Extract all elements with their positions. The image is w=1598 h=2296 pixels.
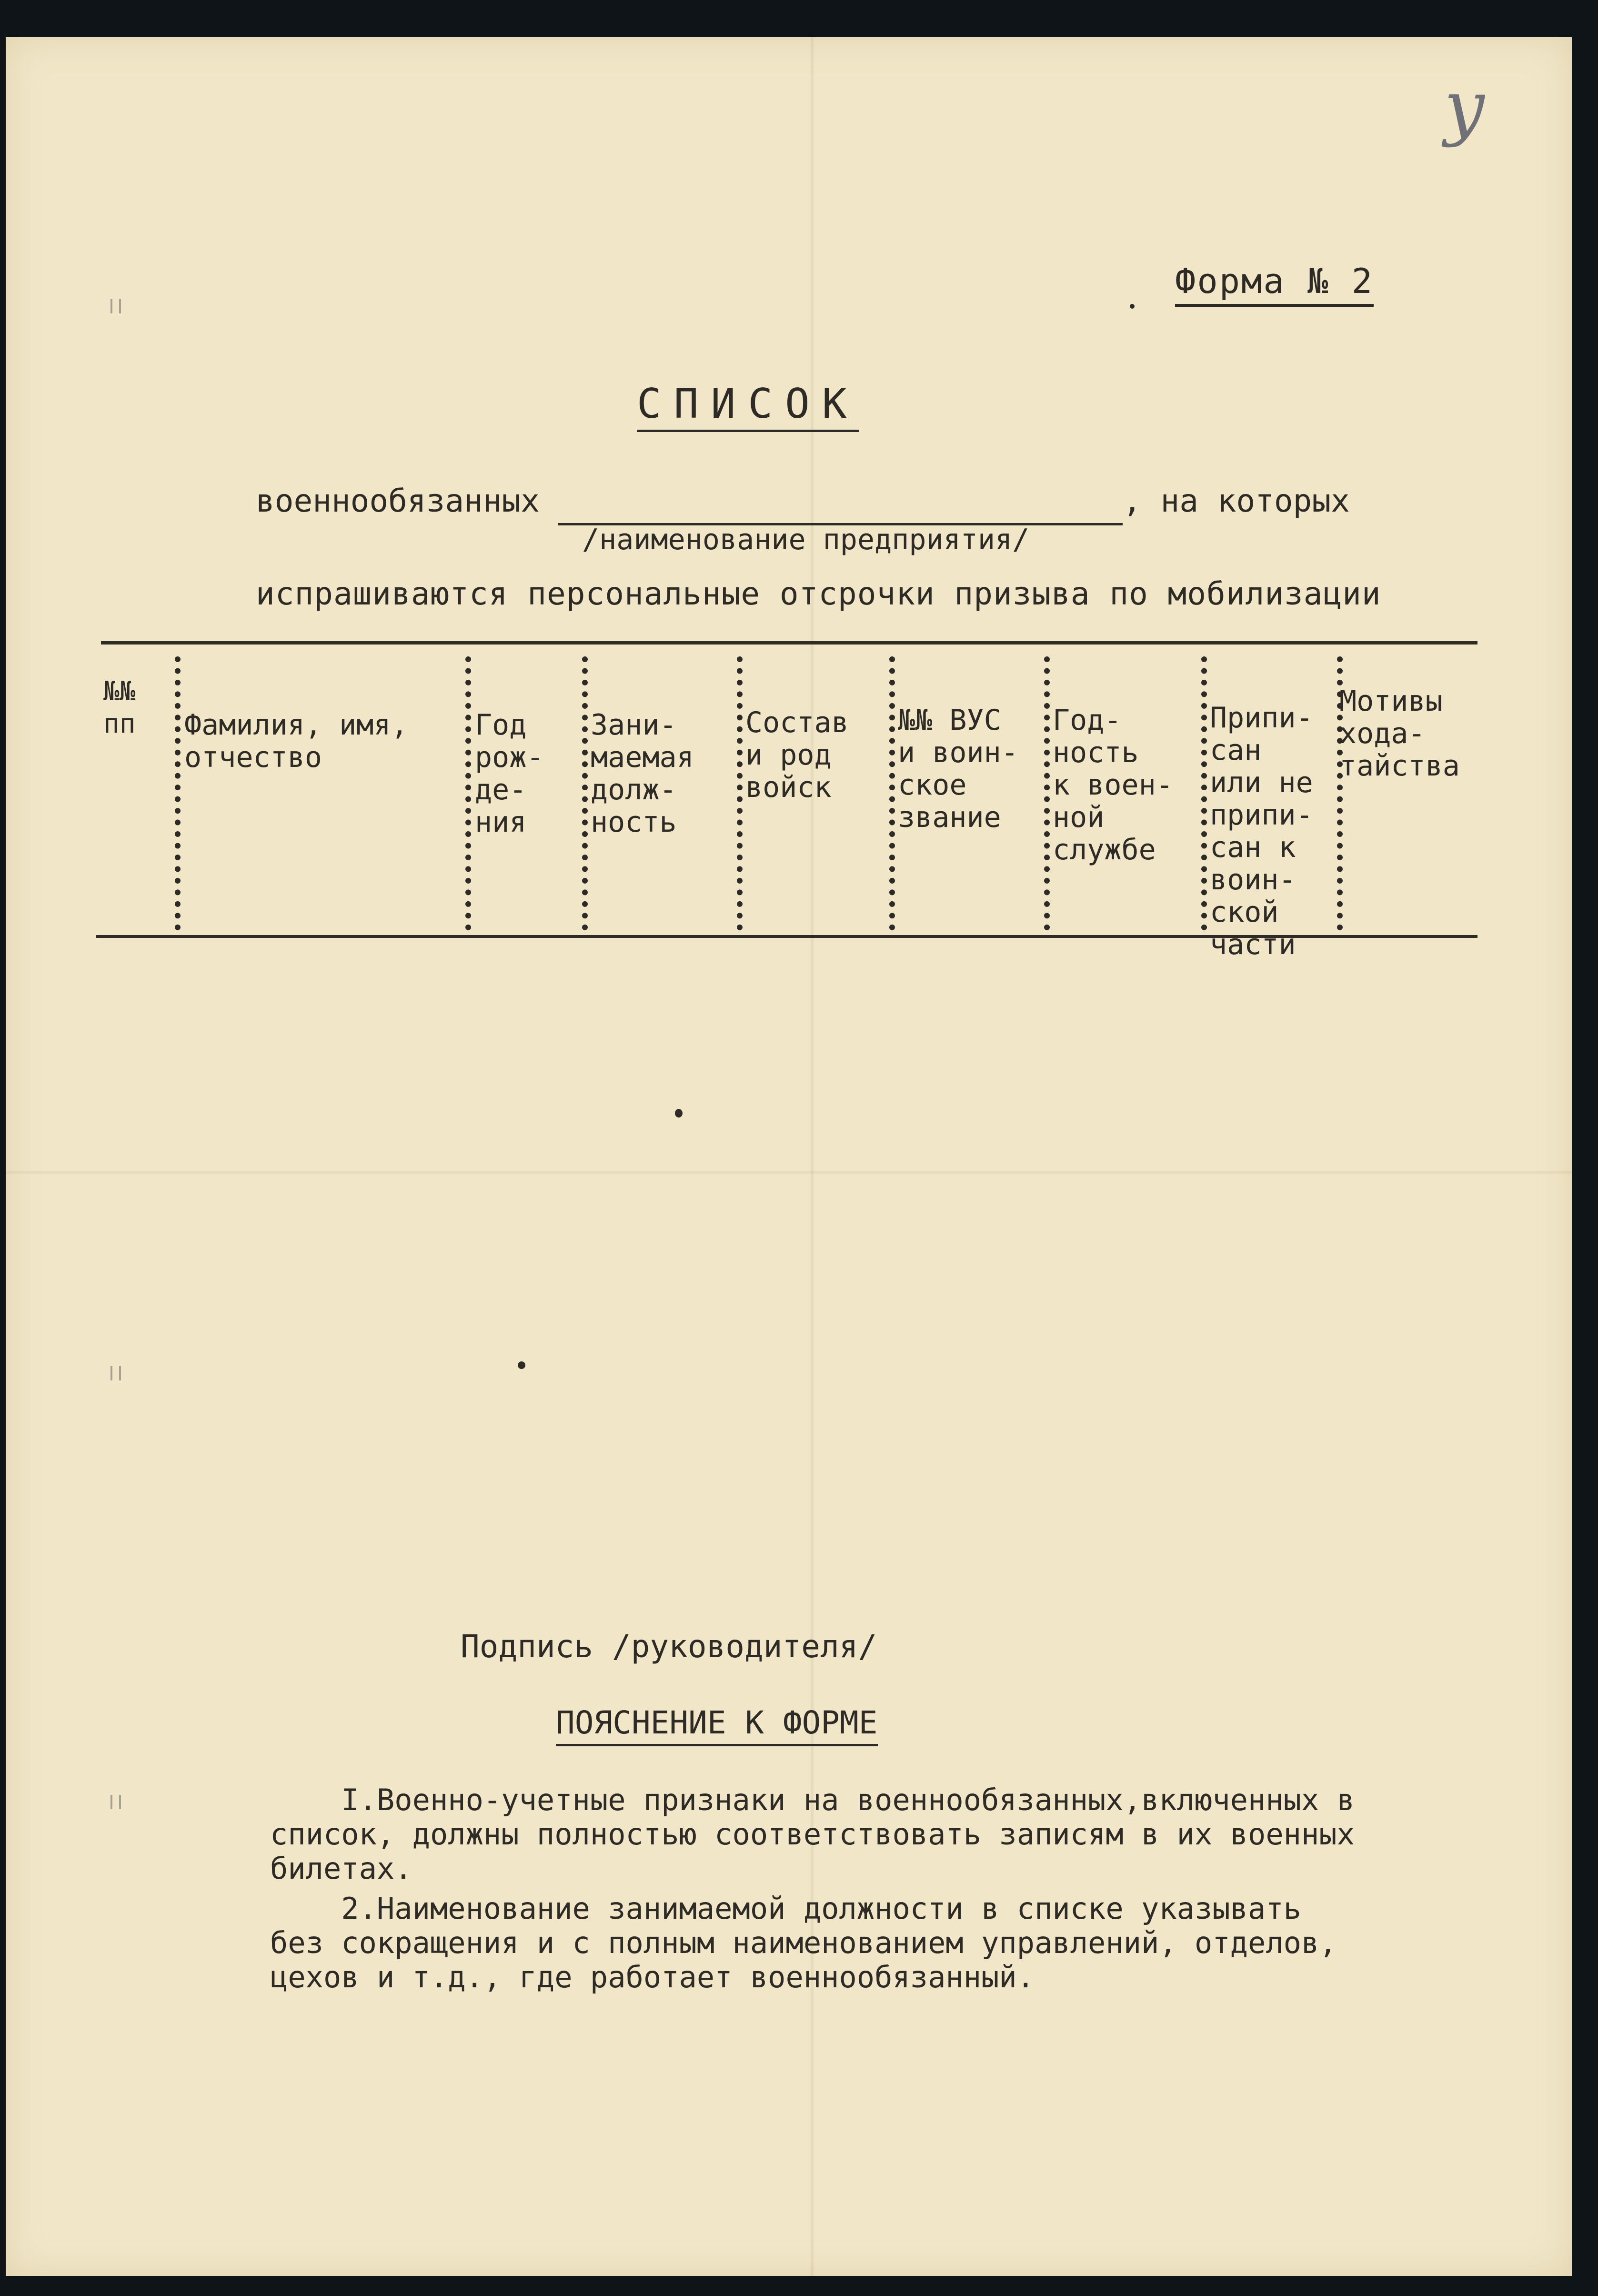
header-fitness: Год- ность к воен- ной службе — [1053, 704, 1173, 866]
header-reasons: Мотивы хода- тайства — [1339, 685, 1460, 783]
signature-line: Подпись /руководителя/ — [461, 1628, 877, 1665]
column-separator — [737, 656, 743, 930]
ink-speck — [675, 1109, 683, 1118]
header-position: Зани- маемая долж- ность — [591, 708, 694, 839]
handwritten-corner-mark: у — [1444, 66, 1486, 149]
header-troops: Состав и род войск — [745, 706, 849, 804]
margin-tick — [111, 1366, 121, 1380]
column-separator — [582, 656, 588, 930]
header-birth-year: Год рож- де- ния — [475, 708, 544, 839]
table-bottom-rule — [96, 935, 1477, 938]
explanation-paragraph-1: I.Военно-учетные признаки на военнообязанных,включенных в список, должны полностью соответствовать записям в их военных билетах. — [270, 1782, 1355, 1886]
horizontal-fold — [6, 1171, 1572, 1174]
ink-speck — [518, 1361, 525, 1369]
explanation-title: ПОЯСНЕНИЕ К ФОРМЕ — [556, 1704, 878, 1746]
intro-line1-start: военнообязанных — [256, 483, 540, 519]
column-separator — [1044, 656, 1050, 930]
header-full-name: Фамилия, имя, отчество — [184, 708, 408, 774]
document-sheet — [6, 37, 1572, 2276]
margin-tick — [111, 299, 121, 313]
column-separator — [1201, 656, 1207, 930]
form-number: Форма № 2 — [1175, 261, 1374, 307]
ink-speck — [1130, 304, 1135, 309]
intro-line1-end: , на которых — [1123, 483, 1350, 519]
intro-line2: испрашиваются персональные отсрочки призыва по мобилизации — [256, 575, 1381, 612]
header-vus-rank: №№ ВУС и воин- ское звание — [898, 704, 1018, 834]
enterprise-name-label: /наименование предприятия/ — [582, 523, 1030, 556]
column-separator — [175, 656, 181, 930]
explanation-paragraph-2: 2.Наименование занимаемой должности в списке указывать без сокращения и с полным наименованием управлений, отделов, цехов и т.д., где работает военнообязанный. — [270, 1891, 1337, 1994]
header-assignment: Припи- сан или не припи- сан к воин- ской части — [1210, 701, 1313, 961]
header-number: №№ пп — [103, 676, 136, 739]
column-separator — [465, 656, 471, 930]
table-top-rule — [101, 641, 1477, 644]
document-title: СПИСОК — [637, 380, 859, 432]
margin-tick — [111, 1795, 121, 1809]
column-separator — [889, 656, 895, 930]
